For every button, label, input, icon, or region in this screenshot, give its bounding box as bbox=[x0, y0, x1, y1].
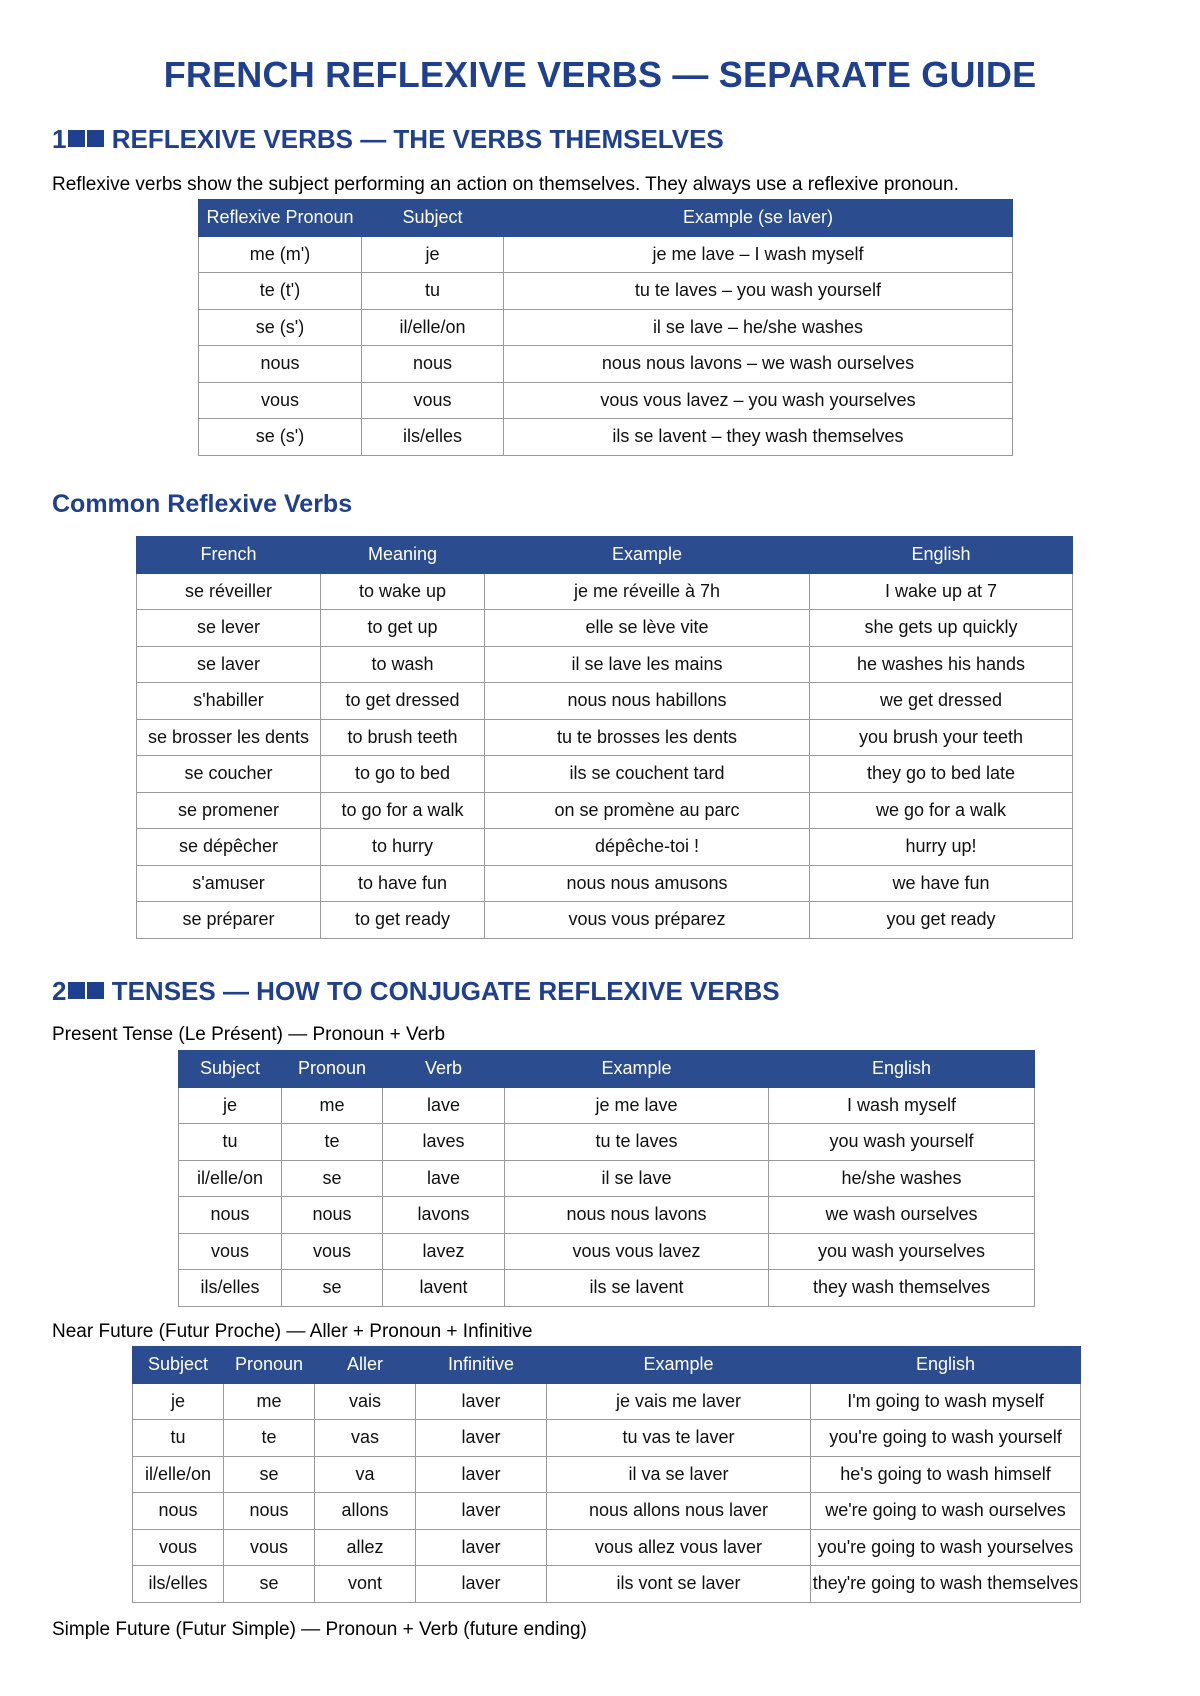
table-cell: vous bbox=[133, 1529, 224, 1566]
table-cell: laver bbox=[416, 1529, 547, 1566]
table-cell: they're going to wash themselves bbox=[811, 1566, 1081, 1603]
table-cell: ils se lavent – they wash themselves bbox=[504, 419, 1013, 456]
table-cell: laves bbox=[383, 1124, 505, 1161]
table-cell: to get ready bbox=[321, 902, 485, 939]
column-header: Subject bbox=[362, 200, 504, 237]
table-cell: se préparer bbox=[137, 902, 321, 939]
table-cell: nous bbox=[362, 346, 504, 383]
table-cell: laver bbox=[416, 1456, 547, 1493]
table-cell: je bbox=[362, 236, 504, 273]
column-header: Meaning bbox=[321, 537, 485, 574]
table-cell: je vais me laver bbox=[547, 1383, 811, 1420]
section-2-title: TENSES — HOW TO CONJUGATE REFLEXIVE VERBS bbox=[111, 976, 780, 1006]
table-cell: nous bbox=[282, 1197, 383, 1234]
table-cell: nous nous habillons bbox=[485, 683, 810, 720]
table-cell: to have fun bbox=[321, 865, 485, 902]
table-cell: te bbox=[224, 1420, 315, 1457]
table-cell: tu te laves – you wash yourself bbox=[504, 273, 1013, 310]
table-cell: to wake up bbox=[321, 573, 485, 610]
column-header: Subject bbox=[133, 1347, 224, 1384]
table-row bbox=[179, 1197, 1035, 1234]
table-cell: dépêche-toi ! bbox=[485, 829, 810, 866]
table-cell: se bbox=[224, 1456, 315, 1493]
table-cell: vous bbox=[179, 1233, 282, 1270]
table-header bbox=[137, 537, 1073, 574]
column-header: English bbox=[811, 1347, 1081, 1384]
table-cell: to hurry bbox=[321, 829, 485, 866]
table-header bbox=[199, 200, 1013, 237]
table-cell: vous bbox=[224, 1529, 315, 1566]
table-cell: we wash ourselves bbox=[769, 1197, 1035, 1234]
table-cell: to get up bbox=[321, 610, 485, 647]
table-cell: they wash themselves bbox=[769, 1270, 1035, 1307]
column-header: English bbox=[810, 537, 1073, 574]
table-cell: ils/elles bbox=[133, 1566, 224, 1603]
column-header: Example bbox=[485, 537, 810, 574]
table-cell: we're going to wash ourselves bbox=[811, 1493, 1081, 1530]
table-cell: lave bbox=[383, 1160, 505, 1197]
table-row bbox=[133, 1420, 1081, 1457]
reflexive-pronoun-table bbox=[198, 199, 1013, 456]
table-cell: you brush your teeth bbox=[810, 719, 1073, 756]
table-cell: she gets up quickly bbox=[810, 610, 1073, 647]
table-cell: nous nous lavons – we wash ourselves bbox=[504, 346, 1013, 383]
table-cell: we have fun bbox=[810, 865, 1073, 902]
table-row bbox=[137, 646, 1073, 683]
table-cell: allez bbox=[315, 1529, 416, 1566]
table-row bbox=[137, 902, 1073, 939]
table-row bbox=[133, 1529, 1081, 1566]
table-cell: se lever bbox=[137, 610, 321, 647]
table-cell: you wash yourself bbox=[769, 1124, 1035, 1161]
column-header: Verb bbox=[383, 1051, 505, 1088]
table-cell: tu bbox=[133, 1420, 224, 1457]
square-icon bbox=[87, 982, 104, 999]
table-cell: to wash bbox=[321, 646, 485, 683]
section-1-title: REFLEXIVE VERBS — THE VERBS THEMSELVES bbox=[111, 124, 724, 154]
table-cell: me bbox=[224, 1383, 315, 1420]
table-cell: je bbox=[179, 1087, 282, 1124]
table-cell: se bbox=[224, 1566, 315, 1603]
table-cell: I'm going to wash myself bbox=[811, 1383, 1081, 1420]
near-future-label: Near Future (Futur Proche) — Aller + Pronoun + Infinitive bbox=[52, 1321, 533, 1342]
table-row bbox=[137, 610, 1073, 647]
table-cell: nous nous lavons bbox=[505, 1197, 769, 1234]
table-cell: tu vas te laver bbox=[547, 1420, 811, 1457]
table-cell: laver bbox=[416, 1566, 547, 1603]
table-cell: nous bbox=[199, 346, 362, 383]
table-cell: elle se lève vite bbox=[485, 610, 810, 647]
table-cell: se bbox=[282, 1160, 383, 1197]
table-row bbox=[199, 382, 1013, 419]
table-cell: se réveiller bbox=[137, 573, 321, 610]
table-cell: se promener bbox=[137, 792, 321, 829]
table-cell: vais bbox=[315, 1383, 416, 1420]
table-row bbox=[137, 683, 1073, 720]
table-cell: me (m') bbox=[199, 236, 362, 273]
column-header: English bbox=[769, 1051, 1035, 1088]
simple-future-label: Simple Future (Futur Simple) — Pronoun + Verb (future ending) bbox=[52, 1619, 587, 1640]
table-row bbox=[179, 1087, 1035, 1124]
table-cell: laver bbox=[416, 1420, 547, 1457]
table-cell: nous nous amusons bbox=[485, 865, 810, 902]
near-future-table bbox=[132, 1346, 1081, 1603]
table-cell: te bbox=[282, 1124, 383, 1161]
column-header: Pronoun bbox=[282, 1051, 383, 1088]
table-row bbox=[199, 273, 1013, 310]
column-header: Example (se laver) bbox=[504, 200, 1013, 237]
table-cell: vous vous lavez bbox=[505, 1233, 769, 1270]
table-cell: vont bbox=[315, 1566, 416, 1603]
table-cell: se bbox=[282, 1270, 383, 1307]
table-row bbox=[137, 792, 1073, 829]
table-row bbox=[199, 346, 1013, 383]
table-cell: lave bbox=[383, 1087, 505, 1124]
present-tense-label: Present Tense (Le Présent) — Pronoun + Verb bbox=[52, 1024, 446, 1045]
table-cell: lavent bbox=[383, 1270, 505, 1307]
table-cell: ils se couchent tard bbox=[485, 756, 810, 793]
table-cell: s'amuser bbox=[137, 865, 321, 902]
table-cell: je me lave – I wash myself bbox=[504, 236, 1013, 273]
table-row bbox=[137, 573, 1073, 610]
square-icon bbox=[68, 982, 85, 999]
table-cell: I wash myself bbox=[769, 1087, 1035, 1124]
table-cell: se coucher bbox=[137, 756, 321, 793]
table-header bbox=[133, 1347, 1081, 1384]
table-row bbox=[137, 719, 1073, 756]
table-cell: vous bbox=[282, 1233, 383, 1270]
table-row bbox=[137, 756, 1073, 793]
column-header: Subject bbox=[179, 1051, 282, 1088]
table-cell: vous bbox=[199, 382, 362, 419]
table-row bbox=[133, 1456, 1081, 1493]
column-header: Reflexive Pronoun bbox=[199, 200, 362, 237]
table-header bbox=[179, 1051, 1035, 1088]
table-cell: you get ready bbox=[810, 902, 1073, 939]
table-cell: nous bbox=[133, 1493, 224, 1530]
table-cell: il/elle/on bbox=[133, 1456, 224, 1493]
table-cell: se laver bbox=[137, 646, 321, 683]
table-row bbox=[179, 1233, 1035, 1270]
table-cell: allons bbox=[315, 1493, 416, 1530]
table-row bbox=[133, 1383, 1081, 1420]
table-cell: il va se laver bbox=[547, 1456, 811, 1493]
section-1-heading bbox=[52, 124, 724, 155]
table-cell: to get dressed bbox=[321, 683, 485, 720]
table-cell: lavez bbox=[383, 1233, 505, 1270]
table-cell: vous vous lavez – you wash yourselves bbox=[504, 382, 1013, 419]
table-row bbox=[179, 1270, 1035, 1307]
table-cell: he washes his hands bbox=[810, 646, 1073, 683]
column-header: Example bbox=[547, 1347, 811, 1384]
table-cell: s'habiller bbox=[137, 683, 321, 720]
square-icon bbox=[68, 130, 85, 147]
table-cell: to go to bed bbox=[321, 756, 485, 793]
table-cell: se (s') bbox=[199, 419, 362, 456]
table-cell: to go for a walk bbox=[321, 792, 485, 829]
table-cell: nous allons nous laver bbox=[547, 1493, 811, 1530]
section-1-number: 1 bbox=[52, 124, 67, 154]
table-cell: hurry up! bbox=[810, 829, 1073, 866]
table-cell: tu bbox=[179, 1124, 282, 1161]
table-cell: tu te brosses les dents bbox=[485, 719, 810, 756]
column-header: French bbox=[137, 537, 321, 574]
table-row bbox=[137, 829, 1073, 866]
table-cell: he's going to wash himself bbox=[811, 1456, 1081, 1493]
square-icon bbox=[87, 130, 104, 147]
common-verbs-table bbox=[136, 536, 1073, 939]
table-cell: they go to bed late bbox=[810, 756, 1073, 793]
table-cell: se dépêcher bbox=[137, 829, 321, 866]
common-verbs-heading: Common Reflexive Verbs bbox=[52, 490, 353, 518]
table-cell: il/elle/on bbox=[362, 309, 504, 346]
table-cell: il/elle/on bbox=[179, 1160, 282, 1197]
table-row bbox=[199, 236, 1013, 273]
table-cell: te (t') bbox=[199, 273, 362, 310]
table-cell: nous bbox=[224, 1493, 315, 1530]
table-cell: I wake up at 7 bbox=[810, 573, 1073, 610]
section-2-heading bbox=[52, 976, 780, 1007]
table-cell: to brush teeth bbox=[321, 719, 485, 756]
table-cell: we go for a walk bbox=[810, 792, 1073, 829]
table-cell: on se promène au parc bbox=[485, 792, 810, 829]
table-cell: nous bbox=[179, 1197, 282, 1234]
column-header: Example bbox=[505, 1051, 769, 1088]
table-row bbox=[179, 1160, 1035, 1197]
page-title: FRENCH REFLEXIVE VERBS — SEPARATE GUIDE bbox=[163, 54, 1037, 95]
table-cell: ils se lavent bbox=[505, 1270, 769, 1307]
table-cell: we get dressed bbox=[810, 683, 1073, 720]
table-cell: vous bbox=[362, 382, 504, 419]
table-row bbox=[199, 309, 1013, 346]
table-row bbox=[133, 1493, 1081, 1530]
table-cell: je bbox=[133, 1383, 224, 1420]
table-cell: tu bbox=[362, 273, 504, 310]
table-cell: ils/elles bbox=[362, 419, 504, 456]
table-cell: you're going to wash yourself bbox=[811, 1420, 1081, 1457]
table-cell: va bbox=[315, 1456, 416, 1493]
table-cell: you're going to wash yourselves bbox=[811, 1529, 1081, 1566]
table-cell: you wash yourselves bbox=[769, 1233, 1035, 1270]
table-cell: il se lave – he/she washes bbox=[504, 309, 1013, 346]
table-row bbox=[137, 865, 1073, 902]
table-cell: je me lave bbox=[505, 1087, 769, 1124]
table-cell: tu te laves bbox=[505, 1124, 769, 1161]
table-cell: il se lave bbox=[505, 1160, 769, 1197]
table-row bbox=[179, 1124, 1035, 1161]
table-cell: ils/elles bbox=[179, 1270, 282, 1307]
table-cell: se (s') bbox=[199, 309, 362, 346]
column-header: Infinitive bbox=[416, 1347, 547, 1384]
section-1-intro: Reflexive verbs show the subject performing an action on themselves. They always use a reflexive pronoun. bbox=[52, 174, 959, 195]
table-cell: vas bbox=[315, 1420, 416, 1457]
table-cell: je me réveille à 7h bbox=[485, 573, 810, 610]
table-cell: vous vous préparez bbox=[485, 902, 810, 939]
present-tense-table bbox=[178, 1050, 1035, 1307]
table-cell: laver bbox=[416, 1383, 547, 1420]
table-cell: laver bbox=[416, 1493, 547, 1530]
table-cell: lavons bbox=[383, 1197, 505, 1234]
table-cell: he/she washes bbox=[769, 1160, 1035, 1197]
table-cell: vous allez vous laver bbox=[547, 1529, 811, 1566]
table-row bbox=[199, 419, 1013, 456]
table-row bbox=[133, 1566, 1081, 1603]
table-cell: se brosser les dents bbox=[137, 719, 321, 756]
table-cell: ils vont se laver bbox=[547, 1566, 811, 1603]
column-header: Aller bbox=[315, 1347, 416, 1384]
section-2-number: 2 bbox=[52, 976, 67, 1006]
table-cell: me bbox=[282, 1087, 383, 1124]
table-cell: il se lave les mains bbox=[485, 646, 810, 683]
column-header: Pronoun bbox=[224, 1347, 315, 1384]
